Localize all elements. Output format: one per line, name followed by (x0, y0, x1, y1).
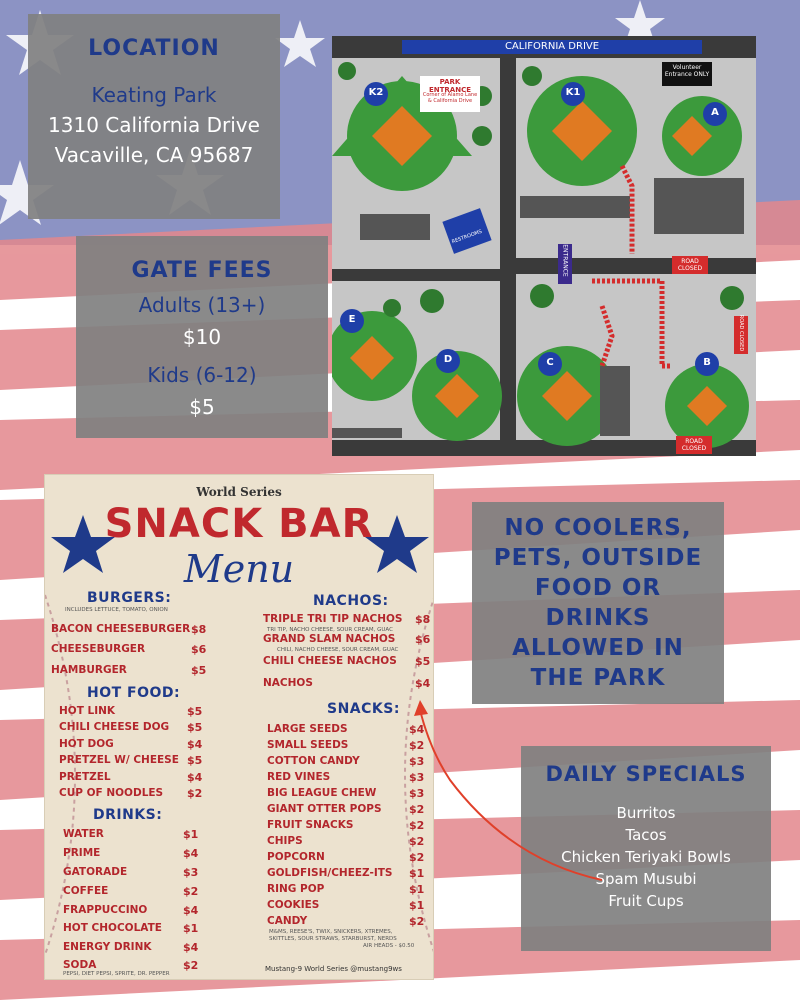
menu-item-price: $3 (409, 771, 425, 784)
menu-item-price: $2 (183, 885, 199, 898)
menu-item-name: PRETZEL (59, 771, 111, 783)
burgers-heading: BURGERS: (87, 590, 172, 606)
menu-item-name: TRIPLE TRI TIP NACHOS (263, 613, 403, 625)
menu-item-price: $3 (409, 755, 425, 768)
map-field-k2: K2 (368, 87, 384, 98)
menu-footer: Mustang-9 World Series @mustang9ws (265, 965, 402, 973)
menu-item-price: $2 (409, 915, 425, 928)
menu-item-price: $4 (187, 738, 203, 751)
gate-fees-title: GATE FEES (131, 258, 273, 283)
menu-item-price: $4 (187, 771, 203, 784)
map-volunteer-entrance: Volunteer Entrance ONLY (664, 64, 710, 78)
menu-item-price: $5 (187, 705, 203, 718)
menu-item-price: $2 (409, 739, 425, 752)
menu-item-price: $1 (409, 899, 425, 912)
menu-item-name: CHIPS (267, 835, 303, 847)
candy-note-line1: M&MS, REESE'S, TWIX, SNICKERS, XTREMES, (269, 929, 393, 935)
special-item: Tacos (625, 826, 667, 844)
no-coolers-text: NO COOLERS, PETS, OUTSIDE FOOD OR DRINKS ALLOWED IN THE PARK (493, 515, 703, 691)
menu-item-name: HOT CHOCOLATE (63, 922, 162, 934)
map-field-k1: K1 (565, 87, 581, 98)
location-name: Keating Park (91, 83, 217, 107)
map-road-closed-2: ROAD CLOSED (681, 438, 707, 452)
burgers-note: INCLUDES LETTUCE, TOMATO, ONION (65, 607, 168, 613)
menu-item-name: CHILI CHEESE DOG (59, 721, 170, 733)
menu-item-name: PRETZEL W/ CHEESE (59, 754, 179, 766)
menu-item-price: $5 (191, 664, 207, 677)
candy-note-line3: AIR HEADS - $0.50 (363, 943, 415, 949)
map-field-e: E (348, 314, 356, 325)
menu-item-price: $8 (415, 613, 431, 626)
arrow-decoration (390, 690, 610, 890)
map-park-entrance-note: Corner of Alamo Lane & California Drive (422, 92, 478, 104)
menu-item-price: $2 (187, 787, 203, 800)
menu-item-name: COOKIES (267, 899, 320, 911)
menu-item-price: $6 (191, 643, 207, 656)
drinks-heading: DRINKS: (93, 807, 163, 823)
menu-item-price: $4 (183, 904, 199, 917)
map-entrance-label: ENTRANCE (561, 244, 569, 277)
menu-item-name: WATER (63, 828, 104, 840)
nachos-heading: NACHOS: (313, 593, 389, 609)
menu-item-price: $8 (191, 623, 207, 636)
menu-item-name: FRAPPUCCINO (63, 904, 148, 916)
candy-note-line2: SKITTLES, SOUR STRAWS, STARBURST, NERDS (269, 936, 397, 942)
menu-item-price: $1 (183, 828, 199, 841)
menu-item-name: CHILI CHEESE NACHOS (263, 655, 397, 667)
menu-item-name: CANDY (267, 915, 308, 927)
special-item: Burritos (616, 804, 676, 822)
menu-item-name: RED VINES (267, 771, 331, 783)
menu-item-name: RING POP (267, 883, 325, 895)
special-item: Chicken Teriyaki Bowls (561, 848, 731, 866)
menu-item-price: $5 (415, 655, 431, 668)
map-road-closed-3: ROAD CLOSED (738, 314, 744, 352)
hot-food-heading: HOT FOOD: (87, 685, 181, 701)
location-address-line2: Vacaville, CA 95687 (54, 143, 254, 167)
special-item: Spam Musubi (595, 870, 697, 888)
location-address-line1: 1310 California Drive (48, 113, 260, 137)
menu-item-name: POPCORN (267, 851, 325, 863)
menu-item-name: HOT LINK (59, 705, 116, 717)
menu-item-price: $3 (409, 787, 425, 800)
menu-item-price: $5 (187, 754, 203, 767)
menu-item-price: $2 (409, 803, 425, 816)
kids-label: Kids (6-12) (147, 363, 257, 387)
map-field-b: B (703, 357, 711, 368)
menu-item-name: LARGE SEEDS (267, 723, 348, 735)
adults-label: Adults (13+) (138, 293, 266, 317)
menu-item-price: $1 (409, 883, 425, 896)
menu-item-name: GATORADE (63, 866, 128, 878)
menu-item-name: ENERGY DRINK (63, 941, 152, 953)
snacks-heading: SNACKS: (327, 701, 400, 717)
menu-item-name: SODA (63, 959, 97, 971)
arrow-icon (420, 710, 602, 880)
adults-price: $10 (182, 325, 222, 349)
menu-item-name: CUP OF NOODLES (59, 787, 164, 799)
menu-item-name: BACON CHEESEBURGER (51, 623, 191, 635)
menu-item-price: $4 (183, 847, 199, 860)
menu-item-price: $2 (183, 959, 199, 972)
map-restrooms-label: RESTROOMS (451, 228, 483, 246)
map-street-label: CALIFORNIA DRIVE (504, 41, 600, 52)
menu-item-price: $6 (415, 633, 431, 646)
menu-subtitle: Menu (183, 547, 295, 591)
map-field-a: A (711, 107, 719, 118)
menu-item-price: $3 (183, 866, 199, 879)
park-map-drawing (332, 36, 756, 456)
menu-item-price: $4 (183, 941, 199, 954)
menu-item-price: $1 (409, 867, 425, 880)
menu-item-sub: TRI TIP, NACHO CHEESE, SOUR CREAM, GUAC (267, 627, 393, 633)
menu-item-price: $1 (183, 922, 199, 935)
menu-item-name: FRUIT SNACKS (267, 819, 354, 831)
park-map (332, 36, 756, 456)
menu-item-price: $2 (409, 819, 425, 832)
menu-world-series: World Series (196, 485, 282, 499)
map-field-d: D (443, 354, 453, 365)
menu-item-name: COTTON CANDY (267, 755, 360, 767)
menu-item-name: SMALL SEEDS (267, 739, 349, 751)
daily-specials-title: DAILY SPECIALS (545, 762, 747, 786)
kids-price: $5 (189, 395, 215, 419)
menu-item-name: BIG LEAGUE CHEW (267, 787, 377, 799)
map-road-closed-1: ROAD CLOSED (677, 258, 703, 272)
menu-item-name: GIANT OTTER POPS (267, 803, 382, 815)
menu-item-name: GOLDFISH/CHEEZ-ITS (267, 867, 393, 879)
menu-item-price: $2 (409, 851, 425, 864)
location-title: LOCATION (88, 36, 220, 61)
snack-bar-menu (44, 474, 434, 980)
menu-item-name: CHEESEBURGER (51, 643, 146, 655)
menu-item-price: $2 (409, 835, 425, 848)
menu-item-price: $4 (409, 723, 425, 736)
menu-item-name: HOT DOG (59, 738, 114, 750)
menu-item-price: $5 (187, 721, 203, 734)
gate-fees-panel (76, 236, 328, 438)
no-coolers-notice (472, 502, 724, 704)
menu-item-name: NACHOS (263, 677, 313, 689)
menu-title: SNACK BAR (104, 501, 374, 547)
menu-item-name: HAMBURGER (51, 664, 127, 676)
map-field-c: C (546, 357, 554, 368)
soda-note: PEPSI, DIET PEPSI, SPRITE, DR. PEPPER (63, 971, 170, 977)
location-panel (28, 14, 280, 219)
menu-item-name: COFFEE (63, 885, 109, 897)
menu-item-sub: CHILI, NACHO CHEESE, SOUR CREAM, GUAC (277, 647, 399, 653)
menu-item-price: $4 (415, 677, 431, 690)
menu-item-name: PRIME (63, 847, 101, 859)
map-park-entrance: PARK ENTRANCE (429, 78, 471, 94)
menu-item-name: GRAND SLAM NACHOS (263, 633, 396, 645)
special-item: Fruit Cups (608, 892, 684, 910)
